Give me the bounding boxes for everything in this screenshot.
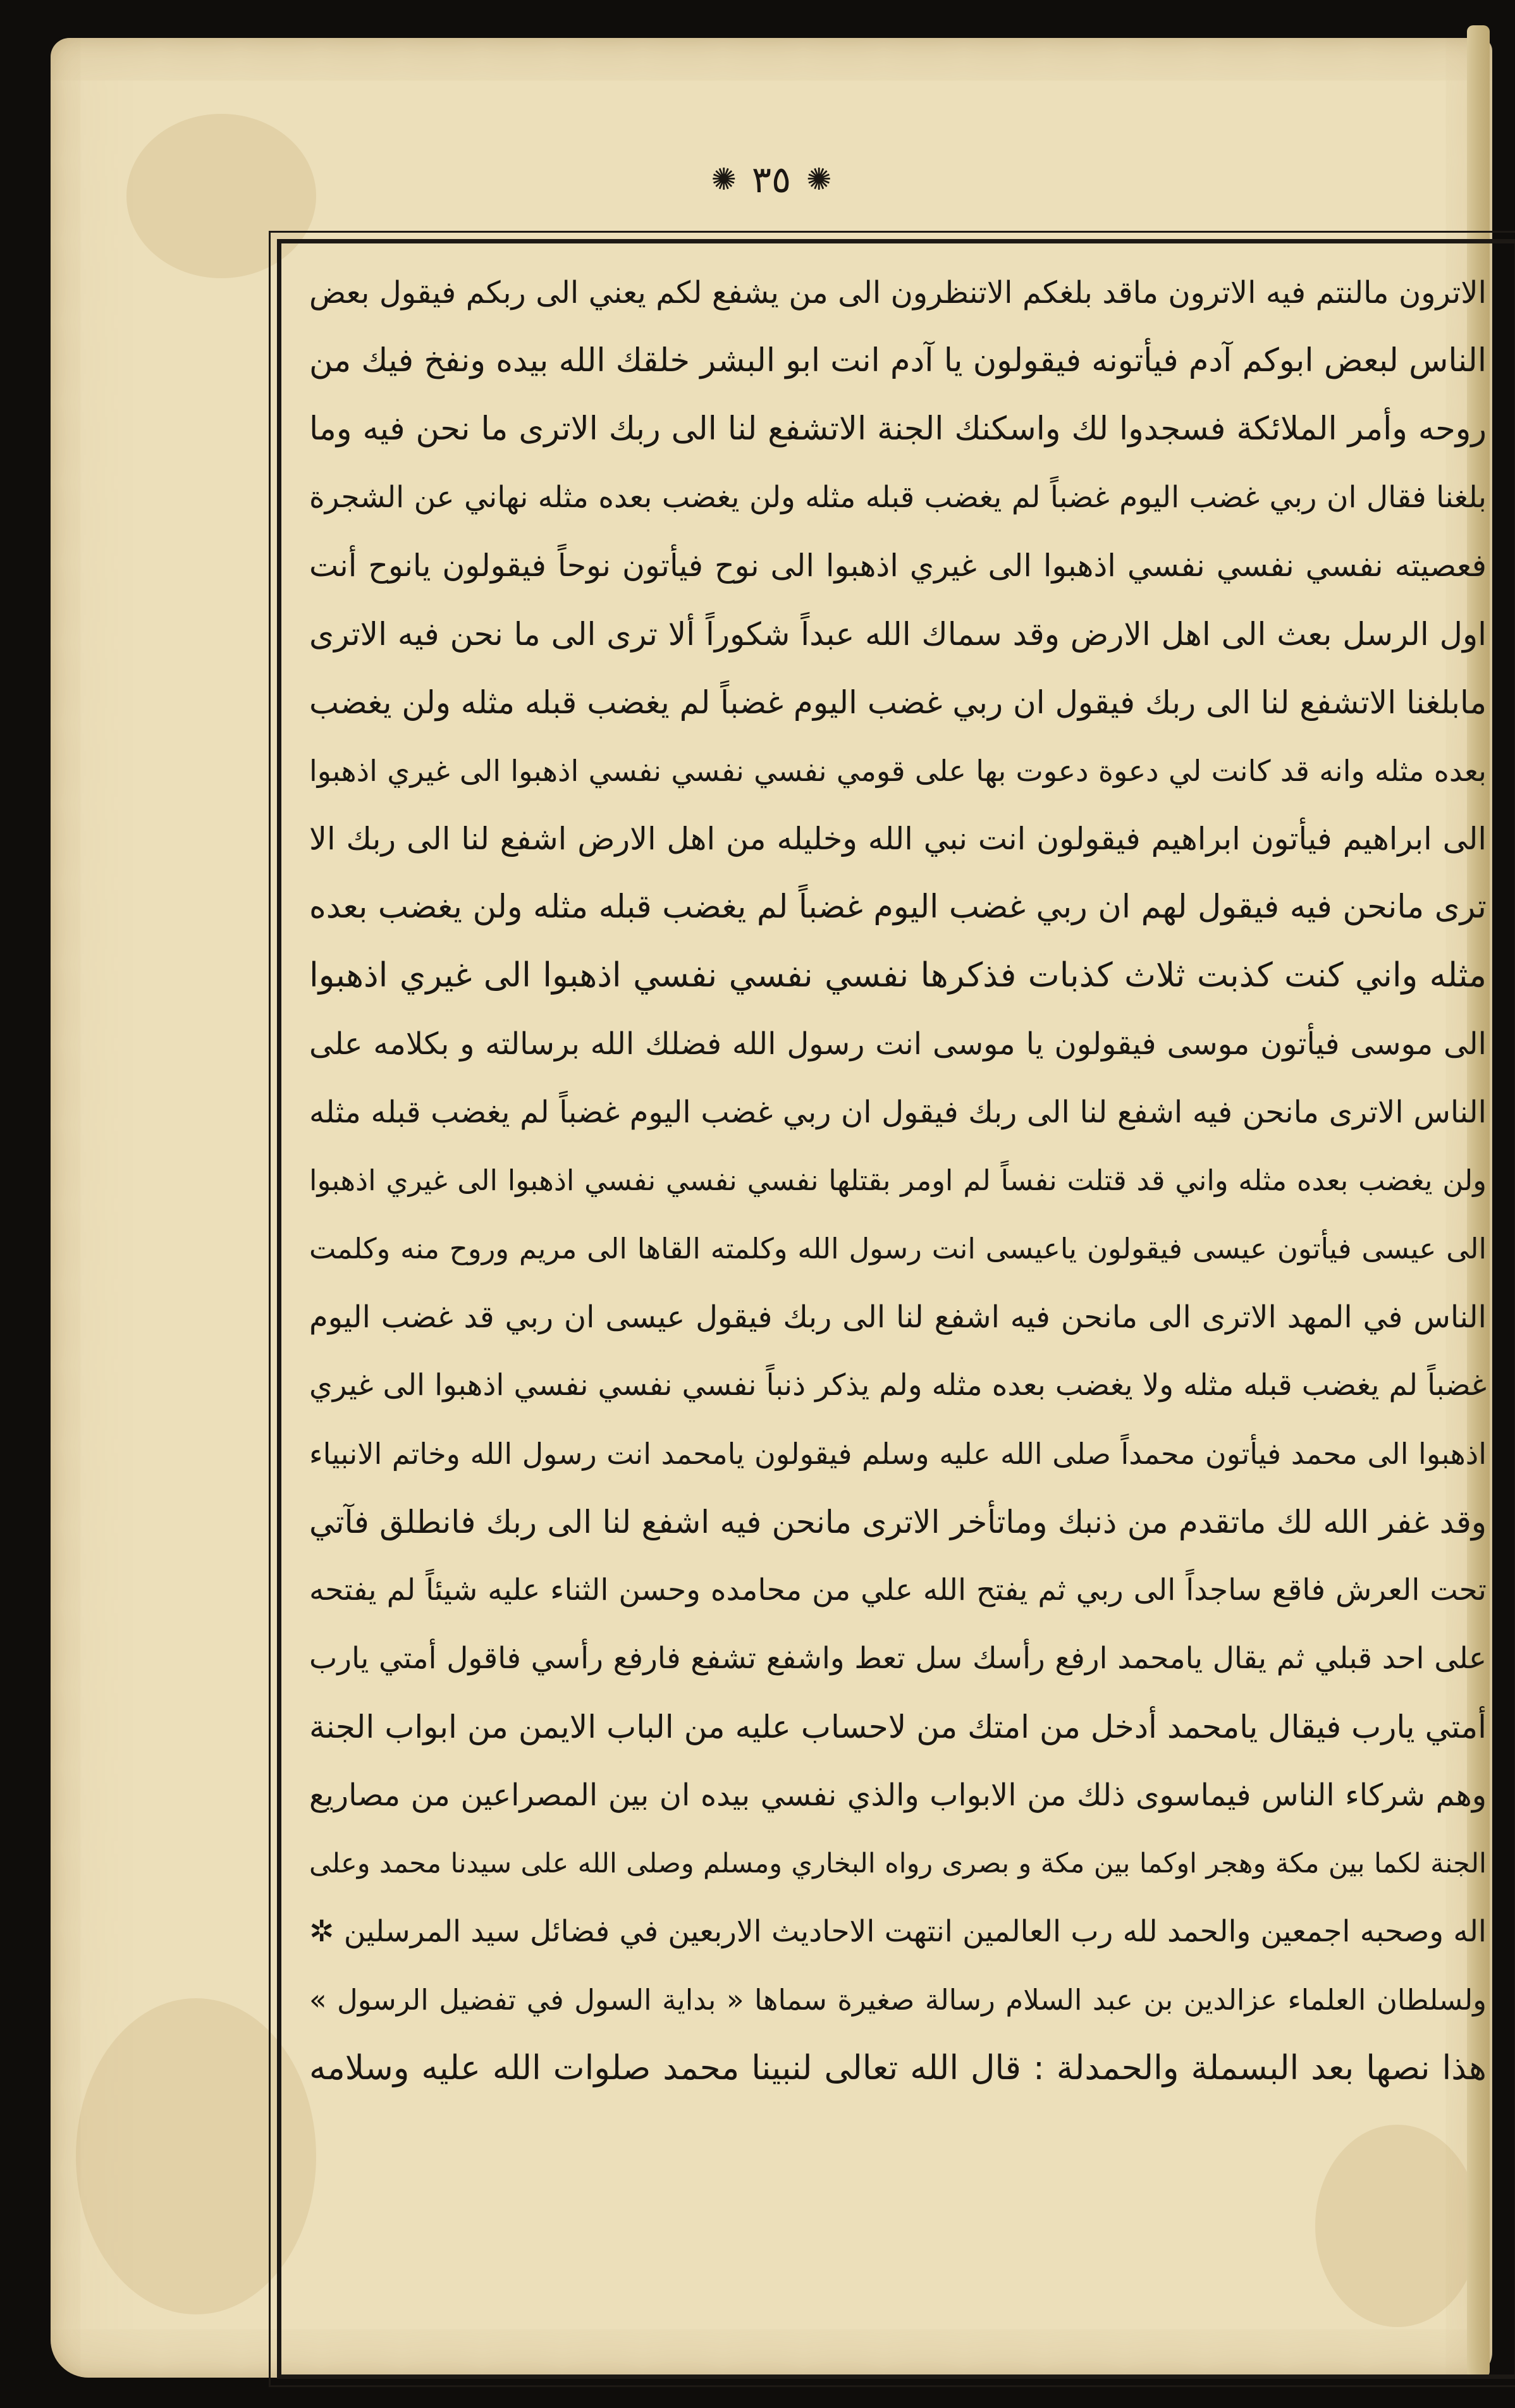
text-line: مابلغنا الاتشفع لنا الى ربك فيقول ان ربي غضب اليوم غضباً لم يغضب قبله مثله ولن يغضب: [309, 684, 1487, 721]
text-line: الناس الاترى مانحن فيه اشفع لنا الى ربك فيقول ان ربي غضب اليوم غضباً لم يغضب قبله مثله: [309, 1095, 1487, 1130]
page-number: ٣٥: [751, 158, 792, 201]
text-line: مثله واني كنت كذبت ثلاث كذبات فذكرها نفسي نفسي نفسي اذهبوا الى غيري اذهبوا: [309, 956, 1487, 995]
text-line: هذا نصها بعد البسملة والحمدلة : قال الله تعالى لنبينا محمد صلوات الله عليه وسلامه: [309, 2049, 1487, 2087]
star-ornament-icon: ✺: [806, 162, 832, 197]
text-line: ترى مانحن فيه فيقول لهم ان ربي غضب اليوم غضباً لم يغضب قبله مثله ولن يغضب بعده: [309, 888, 1487, 926]
text-line: اله وصحبه اجمعين والحمد لله رب العالمين انتهت الاحاديث الاربعين في فضائل سيد المرسلين ✲: [309, 1914, 1487, 1949]
body-text: [309, 259, 1487, 2103]
text-line: الناس في المهد الاترى الى مانحن فيه اشفع لنا الى ربك فيقول عيسى ان ربي قد غضب اليوم: [309, 1299, 1487, 1335]
text-line: الجنة لكما بين مكة وهجر اوكما بين مكة و بصرى رواه البخاري ومسلم وصلى الله على سيدنا محمد وعلى: [309, 1848, 1487, 1879]
text-frame-inner: [277, 239, 1515, 2379]
text-line: وهم شركاء الناس فيماسوى ذلك من الابواب والذي نفسي بيده ان بين المصراعين من مصاريع: [309, 1778, 1487, 1813]
text-line: الى موسى فيأتون موسى فيقولون يا موسى انت رسول الله فضلك الله برسالته و بكلامه على: [309, 1026, 1487, 1062]
text-line: اول الرسل بعث الى اهل الارض وقد سماك الله عبداً شكوراً ألا ترى الى ما نحن فيه الاترى: [309, 616, 1487, 653]
text-line: الى ابراهيم فيأتون ابراهيم فيقولون انت نبي الله وخليله من اهل الارض اشفع لنا الى ربك الا: [309, 821, 1487, 857]
text-line: على احد قبلي ثم يقال يامحمد ارفع رأسك سل تعط واشفع تشفع فارفع رأسي فاقول أمتي يارب: [309, 1641, 1487, 1676]
text-line: الى عيسى فيأتون عيسى فيقولون ياعيسى انت رسول الله وكلمته القاها الى مريم وروح منه وكلمت: [309, 1232, 1487, 1265]
text-line: بلغنا فقال ان ربي غضب اليوم غضباً لم يغضب قبله مثله ولن يغضب بعده مثله نهاني عن الشجرة: [309, 480, 1487, 515]
text-line: وقد غفر الله لك ماتقدم من ذنبك وماتأخر الاترى مانحن فيه اشفع لنا الى ربك فانطلق فآتي: [309, 1504, 1487, 1540]
text-line: أمتي يارب فيقال يامحمد أدخل من امتك من لاحساب عليه من الباب الايمن من ابواب الجنة: [309, 1709, 1487, 1745]
text-line: ولن يغضب بعده مثله واني قد قتلت نفساً لم اومر بقتلها نفسي نفسي نفسي اذهبوا الى غيري اذهبوا: [309, 1164, 1487, 1197]
text-line: غضباً لم يغضب قبله مثله ولا يغضب بعده مثله ولم يذكر ذنباً نفسي نفسي نفسي اذهبوا الى غيري: [309, 1368, 1487, 1403]
text-line: اذهبوا الى محمد فيأتون محمداً صلى الله عليه وسلم فيقولون يامحمد انت رسول الله وخاتم الانبياء: [309, 1437, 1487, 1471]
text-line: تحت العرش فاقع ساجداً الى ربي ثم يفتح الله علي من محامده وحسن الثناء عليه شيئاً لم يفتحه: [309, 1573, 1487, 1607]
text-frame: [269, 231, 1515, 2387]
text-line: ولسلطان العلماء عزالدين بن عبد السلام رسالة صغيرة سماها « بداية السول في تفضيل الرسول »: [309, 1983, 1487, 2017]
text-line: روحه وأمر الملائكة فسجدوا لك واسكنك الجنة الاتشفع لنا الى ربك الاترى ما نحن فيه وما: [309, 410, 1487, 448]
text-line: الناس لبعض ابوكم آدم فيأتونه فيقولون يا آدم انت ابو البشر خلقك الله بيده ونفخ فيك من: [309, 342, 1487, 379]
text-line: فعصيته نفسي نفسي نفسي اذهبوا الى غيري اذهبوا الى نوح فيأتون نوحاً فيقولون يانوح أنت: [309, 548, 1487, 584]
text-line: الاترون مالنتم فيه الاترون ماقد بلغكم الاتنظرون الى من يشفع لكم يعني الى ربكم فيقول بعض: [309, 275, 1487, 310]
text-line: بعده مثله وانه قد كانت لي دعوة دعوت بها على قومي نفسي نفسي نفسي اذهبوا الى غيري اذهبوا: [309, 754, 1487, 788]
page-header: [711, 158, 832, 201]
star-ornament-icon: ✺: [711, 162, 737, 197]
